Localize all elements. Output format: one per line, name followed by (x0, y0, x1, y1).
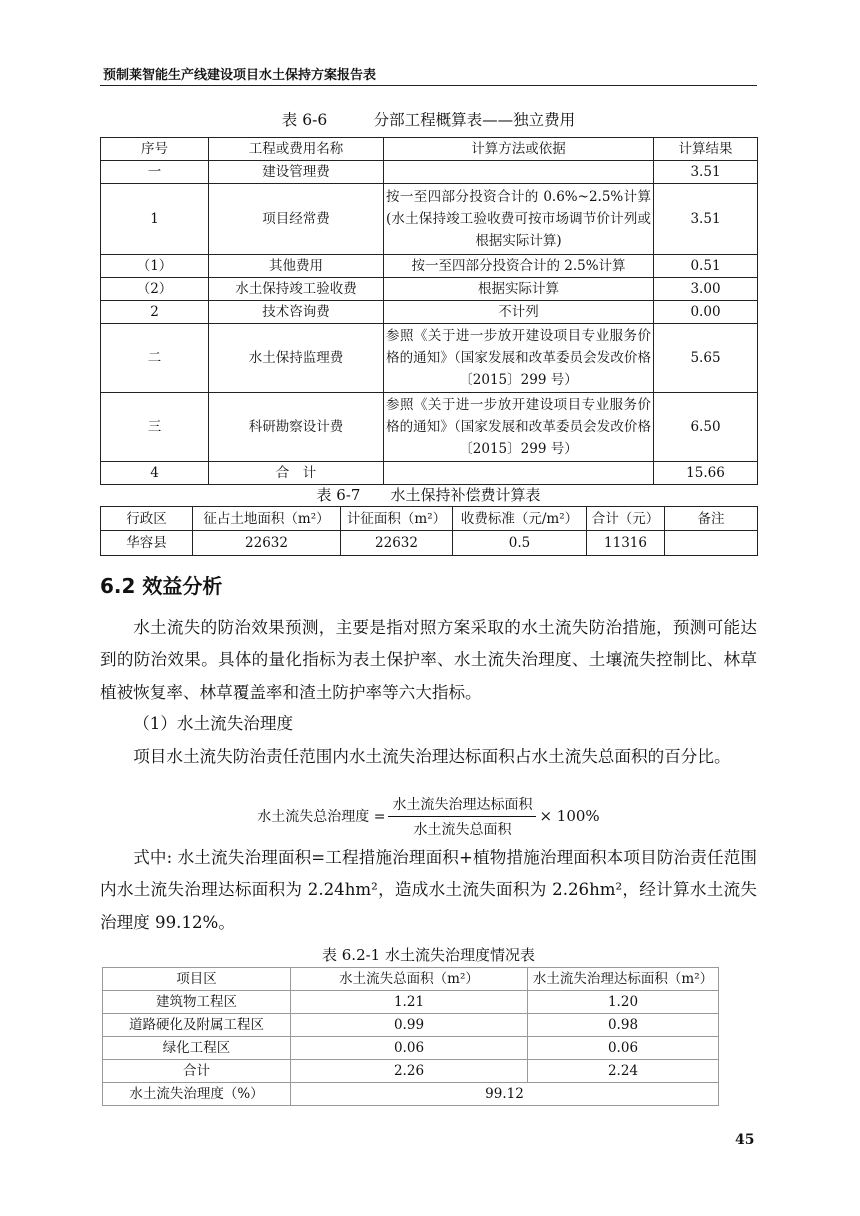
table-cell: 收费标准（元/m²） (453, 507, 587, 531)
table-cell: 合 计 (209, 462, 384, 485)
table-cell: 绿化工程区 (103, 1037, 291, 1060)
table-row (103, 1060, 719, 1083)
table-cell: 征占土地面积（m²） (193, 507, 341, 531)
formula-denominator: 水土流失总面积 (413, 821, 512, 838)
table-cell: 华容县 (101, 531, 193, 556)
table-cell: 3.51 (654, 184, 758, 255)
table-cell: 建设管理费 (209, 161, 384, 184)
table-cell: 水土流失治理度（%） (103, 1083, 291, 1106)
table-row (101, 184, 758, 255)
table-cell: 根据实际计算 (384, 278, 654, 301)
table-cell: 合计 (103, 1060, 291, 1083)
table-cell: 4 (101, 462, 209, 485)
table-cell: 水土流失治理达标面积（m²） (528, 968, 719, 991)
table-cell: 计算结果 (654, 138, 758, 161)
table-cell: 5.65 (654, 324, 758, 393)
table-cell: 0.06 (528, 1037, 719, 1060)
table-row (101, 324, 758, 393)
table-cell: 参照《关于进一步放开建设项目专业服务价格的通知》（国家发展和改革委员会发改价格〔2015〕299 号） (384, 324, 654, 393)
table-cell: 2 (101, 301, 209, 324)
table-6-6 (100, 137, 758, 485)
formula (100, 793, 757, 839)
table-cell: 0.5 (453, 531, 587, 556)
table-cell: 技术咨询费 (209, 301, 384, 324)
table-cell: 22632 (341, 531, 453, 556)
table-cell: 计算方法或依据 (384, 138, 654, 161)
table-row (101, 255, 758, 278)
table-cell: 0.51 (654, 255, 758, 278)
table-row (101, 531, 758, 556)
table-cell: 11316 (587, 531, 665, 556)
table-cell: 项目区 (103, 968, 291, 991)
document-header: 预制莱智能生产线建设项目水土保持方案报告表 (103, 68, 377, 83)
table-cell: 0.99 (291, 1014, 528, 1037)
table-cell: 1.21 (291, 991, 528, 1014)
table-cell (384, 462, 654, 485)
table-cell: 项目经常费 (209, 184, 384, 255)
table-row (101, 301, 758, 324)
section-title: 6.2 效益分析 (100, 574, 223, 598)
table-cell: 0.06 (291, 1037, 528, 1060)
table-cell: 工程或费用名称 (209, 138, 384, 161)
formula-numerator: 水土流失治理达标面积 (388, 794, 536, 817)
table-cell: 按一至四部分投资合计的 0.6%~2.5%计算(水土保持竣工验收费可按市场调节价计列或根据实际计算) (384, 184, 654, 255)
table-cell: 按一至四部分投资合计的 2.5%计算 (384, 255, 654, 278)
paragraph-definition: 项目水土流失防治责任范围内水土流失治理达标面积占水土流失总面积的百分比。 (133, 747, 731, 766)
table-row (103, 1014, 719, 1037)
table-cell: 合计（元） (587, 507, 665, 531)
table-cell: 道路硬化及附属工程区 (103, 1014, 291, 1037)
table-header-row (101, 507, 758, 531)
table-row (101, 393, 758, 462)
table-cell: 3.00 (654, 278, 758, 301)
subheading-1: （1）水土流失治理度 (133, 714, 294, 733)
table-footer-row (103, 1083, 719, 1106)
table-cell: 其他费用 (209, 255, 384, 278)
table-row (103, 1037, 719, 1060)
table-header-row (103, 968, 719, 991)
table-6-7 (100, 506, 758, 556)
table-cell: 0.98 (528, 1014, 719, 1037)
table-cell (384, 161, 654, 184)
table-cell (665, 531, 758, 556)
formula-rhs: × 100% (539, 807, 600, 825)
table-row (103, 991, 719, 1014)
table-cell: 科研勘察设计费 (209, 393, 384, 462)
table-cell: 水土保持竣工验收费 (209, 278, 384, 301)
table-cell: 三 (101, 393, 209, 462)
table-cell: 1 (101, 184, 209, 255)
table-cell: 99.12 (291, 1083, 719, 1106)
table-row (101, 278, 758, 301)
table-cell: 行政区 (101, 507, 193, 531)
table-cell: 3.51 (654, 161, 758, 184)
table-6-6-caption: 表 6-6 分部工程概算表——独立费用 (281, 111, 576, 129)
formula-lhs: 水土流失总治理度 = (257, 809, 386, 825)
paragraph-calculation: 式中: 水土流失治理面积=工程措施治理面积+植物措施治理面积本项目防治责任范围内水土流失治理达标面积为 2.24hm²，造成水土流失面积为 2.26hm²，经计算水土流失治理度 99.12%。 (100, 848, 757, 932)
table-cell: 参照《关于进一步放开建设项目专业服务价格的通知》（国家发展和改革委员会发改价格〔2015〕299 号） (384, 393, 654, 462)
header-divider (100, 85, 757, 86)
table-6-2-1-caption: 表 6.2-1 水土流失治理度情况表 (321, 946, 535, 964)
formula-fraction (388, 794, 536, 839)
table-cell: 22632 (193, 531, 341, 556)
table-cell: 一 (101, 161, 209, 184)
table-cell: 二 (101, 324, 209, 393)
table-cell: 计征面积（m²） (341, 507, 453, 531)
table-cell: 0.00 (654, 301, 758, 324)
table-cell: （1） (101, 255, 209, 278)
table-row (101, 161, 758, 184)
table-cell: 备注 (665, 507, 758, 531)
page-number: 45 (735, 1132, 755, 1148)
table-cell: 水土保持监理费 (209, 324, 384, 393)
table-cell: 1.20 (528, 991, 719, 1014)
table-6-2-1 (102, 967, 719, 1106)
table-cell: （2） (101, 278, 209, 301)
table-6-7-caption: 表 6-7 水土保持补偿费计算表 (316, 486, 541, 504)
table-row (101, 462, 758, 485)
table-cell: 2.26 (291, 1060, 528, 1083)
table-cell: 建筑物工程区 (103, 991, 291, 1014)
table-cell: 2.24 (528, 1060, 719, 1083)
paragraph-intro: 水土流失的防治效果预测，主要是指对照方案采取的水土流失防治措施，预测可能达到的防治效果。具体的量化指标为表土保护率、水土流失治理度、土壤流失控制比、林草植被恢复率、林草覆盖率和渣土防护率等六大指标。 (100, 618, 757, 702)
table-cell: 6.50 (654, 393, 758, 462)
table-header-row (101, 138, 758, 161)
table-cell: 序号 (101, 138, 209, 161)
table-cell: 不计列 (384, 301, 654, 324)
table-cell: 15.66 (654, 462, 758, 485)
table-cell: 水土流失总面积（m²） (291, 968, 528, 991)
